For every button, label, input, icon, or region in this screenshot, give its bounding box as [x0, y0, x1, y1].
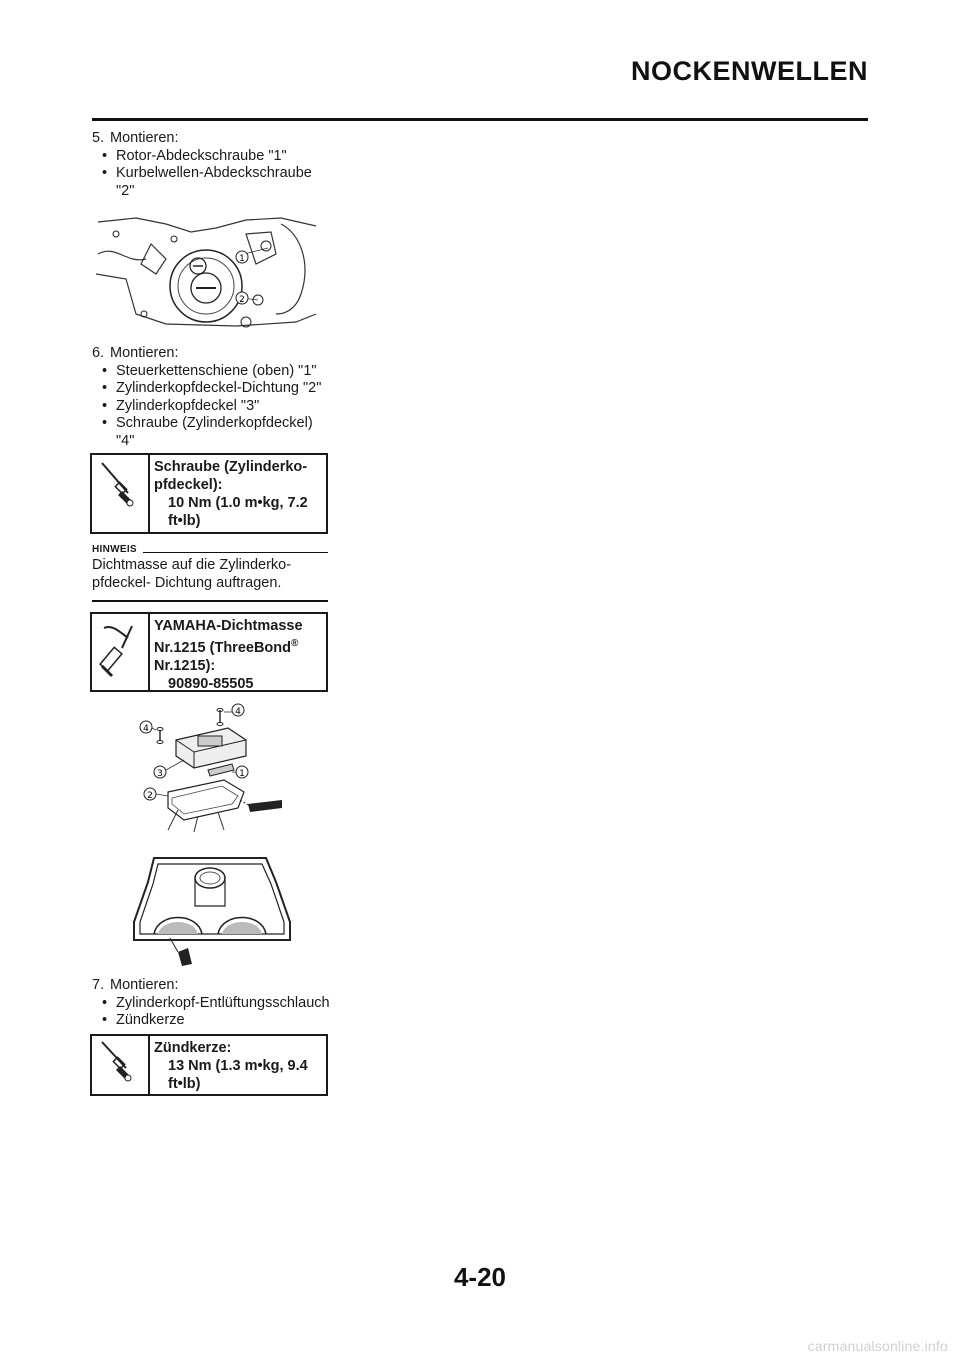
spark-plug-torque-spec-box	[90, 1034, 328, 1096]
spec-name: Schraube (Zylinderko-pfdeckel):	[154, 459, 308, 493]
callout-label: 2	[147, 791, 153, 801]
page-title: NOCKENWELLEN	[631, 56, 868, 86]
list-item: • Zylinderkopfdeckel "3"	[102, 398, 332, 416]
title-divider	[92, 118, 868, 121]
step-label: Montieren:	[110, 345, 179, 361]
list-item: • Kurbelwellen-Abdeckschraube "2"	[102, 165, 332, 200]
list-item: • Zündkerze	[102, 1012, 332, 1030]
list-item: • Rotor-Abdeckschraube "1"	[102, 148, 332, 166]
spec-name: YAMAHA-Dichtmasse	[154, 618, 303, 634]
sealant-tube-icon	[92, 614, 150, 690]
step-6	[92, 345, 332, 450]
torque-wrench-icon	[92, 455, 150, 532]
spec-value: 90890-85505	[168, 675, 254, 692]
step-number: 5.	[92, 130, 105, 146]
spec-name: Zündkerze:	[154, 1040, 232, 1056]
list-item: • Zylinderkopf-Entlüftungsschlauch	[102, 995, 332, 1013]
step-number: 6.	[92, 345, 105, 361]
cylinder-head-cover-exploded-illustration	[128, 700, 298, 832]
callout-label: 3	[157, 769, 163, 779]
spec-name: Nr.1215):	[154, 657, 216, 674]
step-7	[92, 977, 332, 1030]
callout-label: 4	[235, 707, 241, 717]
spec-name: Nr.1215 (ThreeBond	[154, 639, 291, 656]
note-heading: HINWEIS	[92, 544, 137, 555]
step-label: Montieren:	[110, 977, 179, 993]
watermark: carmanualsonline.info	[807, 1338, 948, 1354]
step-number: 7.	[92, 977, 105, 993]
sealant-spec-box	[90, 612, 328, 692]
torque-wrench-icon	[92, 1036, 150, 1094]
spec-value: 10 Nm (1.0 m•kg, 7.2 ft•lb)	[168, 495, 308, 529]
list-item: • Steuerkettenschiene (oben) "1"	[102, 363, 332, 381]
spec-value: 13 Nm (1.3 m•kg, 9.4 ft•lb)	[168, 1058, 308, 1092]
step-5	[92, 130, 332, 200]
list-item: • Zylinderkopfdeckel-Dichtung "2"	[102, 380, 332, 398]
list-item: • Schraube (Zylinderkopfdeckel) "4"	[102, 415, 332, 450]
gasket-sealant-illustration	[126, 852, 296, 968]
note-box	[92, 545, 328, 602]
callout-label: 2	[239, 295, 245, 305]
page-number: 4-20	[453, 1262, 507, 1292]
torque-spec-box	[90, 453, 328, 534]
callout-label: 1	[239, 769, 245, 779]
engine-cover-illustration	[96, 214, 318, 332]
registered-mark: ®	[291, 638, 299, 649]
callout-label: 4	[143, 724, 149, 734]
callout-label: 1	[239, 254, 245, 264]
step-label: Montieren:	[110, 130, 179, 146]
note-text: Dichtmasse auf die Zylinderko-pfdeckel- Dichtung auftragen.	[92, 557, 292, 591]
